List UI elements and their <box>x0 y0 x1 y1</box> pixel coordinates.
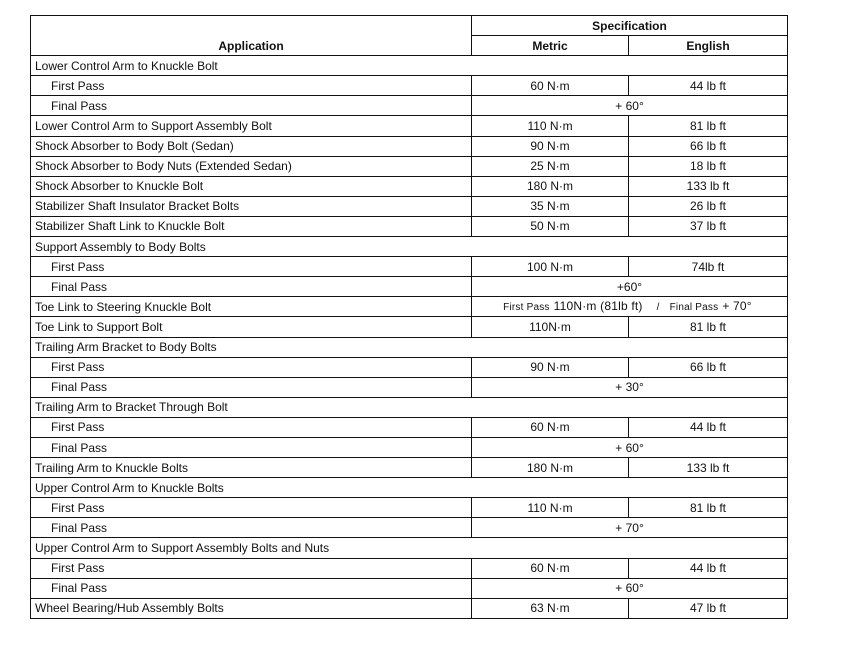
english-cell: 66 lb ft <box>629 357 788 377</box>
final-pass-value: + 70° <box>722 298 752 313</box>
application-cell: Trailing Arm to Knuckle Bolts <box>31 458 472 478</box>
spec-span-cell: + 70° <box>472 518 788 538</box>
english-cell: 66 lb ft <box>629 136 788 156</box>
table-row <box>31 277 788 297</box>
metric-cell: 60 N·m <box>472 417 629 437</box>
metric-cell: 110 N·m <box>472 498 629 518</box>
table-row <box>31 237 788 257</box>
application-cell: First Pass <box>31 417 472 437</box>
application-cell: Stabilizer Shaft Insulator Bracket Bolts <box>31 196 472 216</box>
metric-cell: 60 N·m <box>472 558 629 578</box>
empty-spec-cell <box>472 337 788 357</box>
table-row <box>31 216 788 236</box>
spec-span-cell: + 60° <box>472 96 788 116</box>
final-pass-label: Final Pass <box>669 301 719 313</box>
metric-cell: 100 N·m <box>472 257 629 277</box>
application-cell: Final Pass <box>31 377 472 397</box>
application-cell: Wheel Bearing/Hub Assembly Bolts <box>31 598 472 618</box>
empty-spec-cell <box>472 56 788 76</box>
spec-span-cell: + 30° <box>472 377 788 397</box>
english-cell: 47 lb ft <box>629 598 788 618</box>
spec-span-cell: +60° <box>472 277 788 297</box>
application-cell: Shock Absorber to Knuckle Bolt <box>31 176 472 196</box>
table-row <box>31 196 788 216</box>
specification-header: Specification <box>472 16 788 36</box>
english-cell: 26 lb ft <box>629 196 788 216</box>
english-cell: 44 lb ft <box>629 417 788 437</box>
metric-cell: 110N·m <box>472 317 629 337</box>
english-cell: 81 lb ft <box>629 116 788 136</box>
table-row <box>31 498 788 518</box>
application-cell: Final Pass <box>31 96 472 116</box>
table-row <box>31 478 788 498</box>
first-pass-value: 110N·m (81lb ft) <box>553 298 643 313</box>
empty-spec-cell <box>472 397 788 417</box>
table-row <box>31 518 788 538</box>
application-cell: First Pass <box>31 257 472 277</box>
spec-span-cell: + 60° <box>472 578 788 598</box>
english-cell: 81 lb ft <box>629 317 788 337</box>
application-cell: Final Pass <box>31 518 472 538</box>
table-row <box>31 417 788 437</box>
table-row <box>31 257 788 277</box>
english-cell: 44 lb ft <box>629 558 788 578</box>
table-row <box>31 377 788 397</box>
table-row <box>31 558 788 578</box>
empty-spec-cell <box>472 478 788 498</box>
application-cell: Toe Link to Steering Knuckle Bolt <box>31 297 472 317</box>
table-row <box>31 136 788 156</box>
application-cell: First Pass <box>31 498 472 518</box>
first-pass-label: First Pass <box>503 301 550 313</box>
empty-spec-cell <box>472 538 788 558</box>
table-row <box>31 56 788 76</box>
table-row <box>31 317 788 337</box>
table-row <box>31 397 788 417</box>
separator: / <box>656 301 660 313</box>
metric-cell: 63 N·m <box>472 598 629 618</box>
application-cell: Final Pass <box>31 578 472 598</box>
application-cell: Final Pass <box>31 277 472 297</box>
application-cell: Support Assembly to Body Bolts <box>31 237 472 257</box>
application-cell: First Pass <box>31 357 472 377</box>
table-row <box>31 156 788 176</box>
metric-cell: 180 N·m <box>472 458 629 478</box>
metric-cell: 180 N·m <box>472 176 629 196</box>
application-cell: Lower Control Arm to Knuckle Bolt <box>31 56 472 76</box>
application-cell: Upper Control Arm to Support Assembly Bolts and Nuts <box>31 538 472 558</box>
metric-header: Metric <box>472 36 629 56</box>
fastener-spec-table <box>30 15 788 619</box>
metric-cell: 90 N·m <box>472 357 629 377</box>
table-row <box>31 337 788 357</box>
english-cell: 133 lb ft <box>629 176 788 196</box>
metric-cell: 50 N·m <box>472 216 629 236</box>
metric-cell: 35 N·m <box>472 196 629 216</box>
application-cell: Lower Control Arm to Support Assembly Bolt <box>31 116 472 136</box>
application-cell: Trailing Arm Bracket to Body Bolts <box>31 337 472 357</box>
table-row <box>31 437 788 457</box>
table-row <box>31 578 788 598</box>
table-row <box>31 176 788 196</box>
application-cell: First Pass <box>31 76 472 96</box>
metric-cell: 25 N·m <box>472 156 629 176</box>
metric-cell: 110 N·m <box>472 116 629 136</box>
english-cell: 18 lb ft <box>629 156 788 176</box>
table-row <box>31 538 788 558</box>
application-cell: First Pass <box>31 558 472 578</box>
application-header: Application <box>31 16 472 56</box>
english-cell: 44 lb ft <box>629 76 788 96</box>
application-cell: Shock Absorber to Body Bolt (Sedan) <box>31 136 472 156</box>
application-cell: Trailing Arm to Bracket Through Bolt <box>31 397 472 417</box>
table-row <box>31 76 788 96</box>
application-cell: Final Pass <box>31 437 472 457</box>
header-row-top <box>31 16 788 36</box>
application-cell: Upper Control Arm to Knuckle Bolts <box>31 478 472 498</box>
english-header: English <box>629 36 788 56</box>
english-cell: 74lb ft <box>629 257 788 277</box>
table-row <box>31 297 788 317</box>
metric-cell: 60 N·m <box>472 76 629 96</box>
application-cell: Toe Link to Support Bolt <box>31 317 472 337</box>
application-cell: Shock Absorber to Body Nuts (Extended Sedan) <box>31 156 472 176</box>
table-row <box>31 96 788 116</box>
table-row <box>31 116 788 136</box>
metric-cell: 90 N·m <box>472 136 629 156</box>
table-row <box>31 357 788 377</box>
application-cell: Stabilizer Shaft Link to Knuckle Bolt <box>31 216 472 236</box>
english-cell: 81 lb ft <box>629 498 788 518</box>
english-cell: 133 lb ft <box>629 458 788 478</box>
combined-spec-cell <box>472 297 788 317</box>
table-row <box>31 458 788 478</box>
spec-table-container <box>30 15 788 619</box>
english-cell: 37 lb ft <box>629 216 788 236</box>
spec-span-cell: + 60° <box>472 437 788 457</box>
table-body <box>31 56 788 619</box>
table-header <box>31 16 788 56</box>
empty-spec-cell <box>472 237 788 257</box>
table-row <box>31 598 788 618</box>
